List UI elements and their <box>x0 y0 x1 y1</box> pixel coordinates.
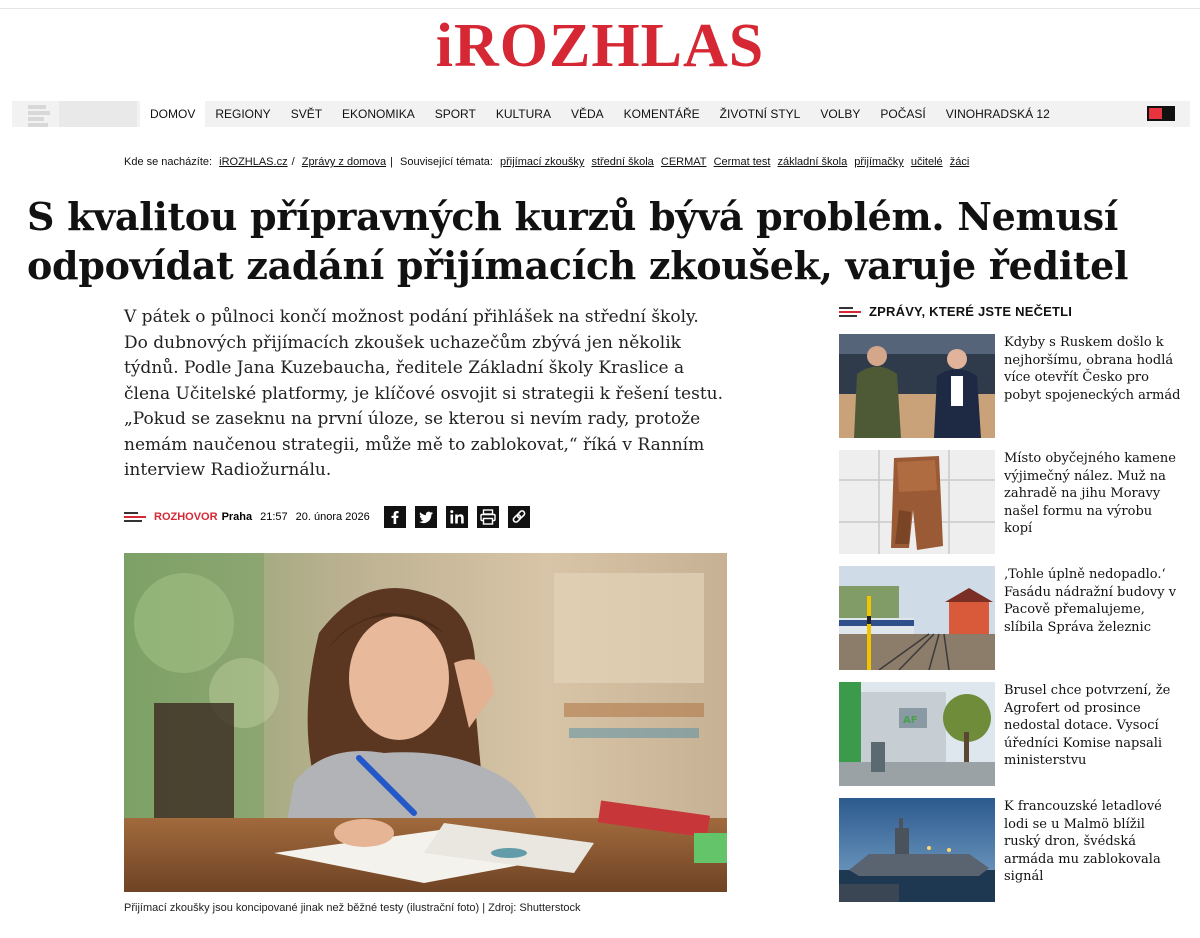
article-main-photo[interactable] <box>124 553 727 892</box>
twitter-icon[interactable] <box>415 506 437 528</box>
breadcrumb-home-link[interactable]: iROZHLAS.cz <box>219 156 288 168</box>
theme-toggle-icon[interactable] <box>1147 106 1175 121</box>
breadcrumb: Kde se nacházíte: iROZHLAS.cz / Zprávy z domova | Související témata: přijímací zkoušky střední škola CERMAT Cermat test základní škola přijímačky učitelé žáci <box>124 156 970 168</box>
nav-item-regiony[interactable]: REGIONY <box>215 107 271 121</box>
topic-link[interactable]: základní škola <box>777 156 848 168</box>
topic-link[interactable]: přijímačky <box>854 156 904 168</box>
sidebar-article[interactable] <box>839 566 1199 670</box>
sidebar-thumbnail[interactable] <box>839 798 995 902</box>
main-navigation <box>12 101 1190 127</box>
sidebar-article-title[interactable]: Místo obyčejného kamene výjimečný nález. Muž na zahradě na jihu Moravy našel formu na výrobu kopí <box>1004 451 1176 536</box>
nav-item-vinohradska[interactable]: VINOHRADSKÁ 12 <box>945 107 1050 121</box>
sidebar-article[interactable] <box>839 334 1199 438</box>
nav-item-veda[interactable]: VĚDA <box>570 107 604 121</box>
article-date: 20. února 2026 <box>295 511 370 523</box>
nav-item-pocasi[interactable]: POČASÍ <box>880 107 926 121</box>
nav-items <box>140 101 1060 127</box>
sidebar-heading-text: ZPRÁVY, KTERÉ JSTE NEČETLI <box>869 304 1073 319</box>
topic-link[interactable]: přijímací zkoušky <box>500 156 585 168</box>
nav-item-kultura[interactable]: KULTURA <box>495 107 551 121</box>
topic-link[interactable]: žáci <box>949 156 970 168</box>
article-perex: V pátek o půlnoci končí možnost podání přihlášek na střední školy. Do dubnových přijímacích zkoušek uchazečům zbývá jen několik týdnů. Podle Jana Kuzebaucha, ředitele Základní školy Kraslice a člena Učitelské platformy, je klíčové osvojit si strategii k řešení testu. „Pokud se zaseknu na první úloze, se kterou si nevím rady, protože nemám naučenou strategii, může mě to zablokovat,“ říká v Ranním interview Radiožurnálu. <box>124 307 724 480</box>
top-divider <box>0 8 1200 9</box>
sidebar-article-title[interactable]: ‚Tohle úplně nedopadlo.‘ Fasádu nádražní budovy v Pacově přemalujeme, slíbila Správa železnic <box>1004 567 1177 635</box>
nav-item-volby[interactable]: VOLBY <box>820 107 861 121</box>
nav-item-svet[interactable]: SVĚT <box>290 107 323 121</box>
print-icon[interactable] <box>477 506 499 528</box>
topics-label: Související témata: <box>400 156 493 168</box>
nav-item-sport[interactable]: SPORT <box>434 107 476 121</box>
nav-item-komentare[interactable]: KOMENTÁŘE <box>623 107 700 121</box>
rubric-link[interactable]: ROZHOVOR <box>154 511 218 523</box>
breadcrumb-section-link[interactable]: Zprávy z domova <box>301 156 387 168</box>
topic-link[interactable]: střední škola <box>591 156 654 168</box>
nav-item-domov[interactable]: DOMOV <box>140 101 205 127</box>
article-time: 21:57 <box>260 511 288 523</box>
article-headline: S kvalitou přípravných kurzů bývá problém. Nemusí odpovídat zadání přijímacích zkoušek, varuje ředitel <box>27 194 1129 288</box>
hamburger-menu-icon[interactable] <box>28 104 50 126</box>
svg-text:AF: AF <box>903 715 918 726</box>
site-logo[interactable]: iROZHLAS <box>435 12 765 80</box>
nav-item-ekonomika[interactable]: EKONOMIKA <box>342 107 415 121</box>
sidebar-thumbnail[interactable] <box>839 450 995 554</box>
sidebar-thumbnail[interactable] <box>839 334 995 438</box>
rubric-bars-icon <box>124 511 146 523</box>
nav-item-zivotni-styl[interactable]: ŽIVOTNÍ STYL <box>719 107 801 121</box>
breadcrumb-label: Kde se nacházíte: <box>124 156 213 168</box>
sidebar-thumbnail[interactable] <box>839 682 995 786</box>
article-meta <box>124 505 530 529</box>
sidebar-article[interactable] <box>839 798 1199 902</box>
nav-search-area[interactable] <box>59 101 137 127</box>
sidebar-bars-icon <box>839 306 861 318</box>
link-icon[interactable] <box>508 506 530 528</box>
sidebar-thumbnail[interactable] <box>839 566 995 670</box>
photo-caption: Přijímací zkoušky jsou koncipované jinak než běžné testy (ilustrační foto) | Zdroj: Shutterstock <box>124 902 581 914</box>
linkedin-icon[interactable] <box>446 506 468 528</box>
sidebar-article-title[interactable]: Brusel chce potvrzení, že Agrofert od prosince nedostal dotace. Vysocí úředníci Komise napsali ministerstvu <box>1004 683 1171 768</box>
sidebar-heading <box>839 304 1072 319</box>
sidebar-article-title[interactable]: K francouzské letadlové lodi se u Malmö blížil ruský dron, švédská armáda mu zablokovala signál <box>1004 799 1162 884</box>
sidebar-article[interactable] <box>839 450 1199 554</box>
share-buttons <box>384 506 530 528</box>
facebook-icon[interactable] <box>384 506 406 528</box>
article-place: Praha <box>221 511 253 523</box>
topic-link[interactable]: CERMAT <box>660 156 707 168</box>
sidebar-article-title[interactable]: Kdyby s Ruskem došlo k nejhoršímu, obrana hodlá více otevřít Česko pro pobyt spojeneckých armád <box>1004 335 1181 403</box>
topic-link[interactable]: učitelé <box>910 156 943 168</box>
topic-link[interactable]: Cermat test <box>713 156 771 168</box>
sidebar-article[interactable] <box>839 682 1199 786</box>
